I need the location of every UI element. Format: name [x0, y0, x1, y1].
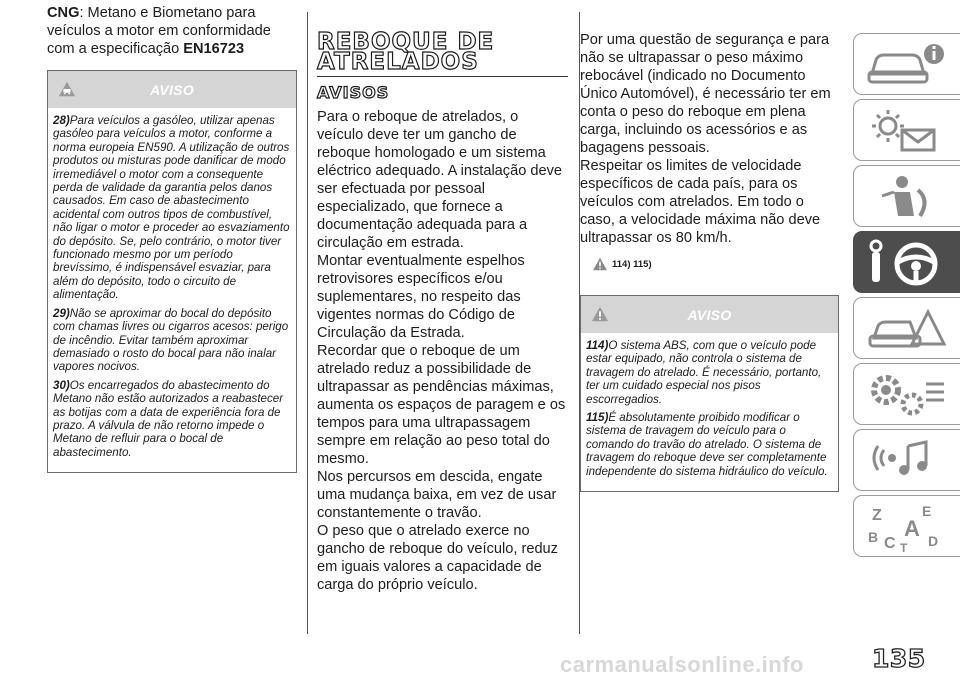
heading-rule	[317, 76, 568, 77]
paragraph: Montar eventualmente espelhos retrovisores específicos e/ou suplementares, no respeito das vigentes normas do Código de Circulação da Estrada.	[317, 253, 525, 341]
tab-maintenance[interactable]	[853, 363, 960, 425]
warning-triangle-icon	[591, 305, 609, 323]
paragraph: Respeitar os limites de velocidade específicos de cada país, para os veículos com atrelados. Em todo o caso, a velocidade máxima não deve ultrapassar os 80 km/h.	[580, 158, 821, 246]
index-letters-icon	[864, 502, 949, 552]
tab-emergency[interactable]	[853, 297, 960, 359]
paragraph: Para o reboque de atrelados, o veículo deve ter um gancho de reboque homologado e um sistema eléctrico adequado. A instalação deve ser efectuada por pessoal especializado, que fornece a documentação adequada para a circulação em estrada.	[317, 109, 563, 251]
seat-safety-icon	[864, 172, 949, 222]
section-heading: REBOQUE DE ATRELADOS	[317, 29, 495, 75]
column-left	[47, 0, 297, 473]
cng-label: CNG	[47, 5, 80, 21]
column-divider	[307, 12, 308, 634]
index-letter: D	[928, 533, 939, 549]
tab-starting-driving[interactable]	[853, 231, 960, 293]
cng-spec: EN16723	[183, 41, 245, 57]
car-warning-icon	[58, 80, 76, 98]
warning-note: 115)É absolutamente proibido modificar o sistema de travagem do veículo para o comando do travão do atrelado. O sistema de travagem do reboque deve ser completamente independente do sistema hidráulico do veículo.	[586, 411, 828, 478]
column-right	[580, 31, 839, 492]
warning-note: 114)O sistema ABS, com que o veículo pode estar equipado, não controla o sistema de travagem do atrelado. É necessário, portanto, ter um cuidado especial nos pisos escorregadios.	[586, 339, 822, 406]
index-letter: B	[868, 529, 879, 545]
tab-car-info[interactable]	[853, 33, 960, 95]
page-number: 135	[872, 644, 926, 673]
column-middle	[317, 29, 568, 594]
maintenance-gears-icon	[864, 370, 949, 420]
warning-triangle-icon	[592, 257, 608, 271]
section-subheading: AVISOS	[317, 83, 390, 102]
warning-header	[581, 296, 838, 333]
index-letter: E	[922, 503, 932, 519]
tab-index[interactable]	[853, 495, 960, 557]
cng-text: : Metano e Biometano para veículos a motor em conformidade com a especificação	[47, 5, 271, 57]
index-letter: A	[904, 516, 920, 541]
warning-header	[48, 71, 296, 108]
index-letter: Z	[872, 507, 882, 524]
paragraph: Recordar que o reboque de um atrelado reduz a possibilidade de ultrapassar as pendências máximas, aumenta os espaços de paragem e os tempos para uma ultrapassagem sempre em relação ao peso total do mesmo.	[317, 343, 566, 467]
warning-title: AVISO	[687, 306, 732, 323]
warning-box-trailer	[580, 295, 839, 492]
warning-box-fuel	[47, 70, 297, 473]
multimedia-icon	[864, 436, 949, 486]
key-steering-wheel-icon	[864, 238, 949, 288]
warning-notes	[581, 333, 838, 491]
tab-multimedia[interactable]	[853, 429, 960, 491]
paragraph: O peso que o atrelado exerce no gancho de reboque do veículo, reduz em iguais valores a capacidade de carga do próprio veículo.	[317, 523, 558, 593]
paragraph: Nos percursos em descida, engate uma mudança baixa, em vez de usar constantemente o travão.	[317, 469, 557, 521]
warning-lights-icon	[864, 106, 949, 156]
warning-title: AVISO	[149, 81, 195, 98]
emergency-triangle-icon	[864, 304, 949, 354]
tab-warning-lights[interactable]	[853, 99, 960, 161]
tab-safety[interactable]	[853, 165, 960, 227]
watermark: carmanualsonline.info	[560, 652, 804, 677]
warning-note: 28)Para veículos a gasóleo, utilizar apenas gasóleo para veículos a motor, conforme a norma europeia EN590. A utilização de outros produtos ou misturas pode danificar de modo irremediável o motor com a consequente perda de validade da garantia pelos danos causados. Em caso de abastecimento acidental com outros tipos de combustível, não ligar o motor e proceder ao esvaziamento do depósito. Se, pelo contrário, o motor tiver funcionado mesmo por um período brevíssimo, é indispensável esvaziar, para além do depósito, todo o circuito de alimentação.	[53, 114, 290, 302]
car-info-icon	[864, 40, 949, 90]
index-letter: T	[900, 541, 908, 552]
warning-references: 114) 115)	[592, 257, 839, 271]
paragraph: Por uma questão de segurança e para não se ultrapassar o peso máximo rebocável (indicado no Documento Único Automóvel), é necessário ter em conta o peso do reboque em plena carga, incluindo os acessórios e as bagagens pessoais.	[580, 32, 831, 156]
warning-notes	[48, 108, 296, 472]
warning-note: 29)Não se aproximar do bocal do depósito com chamas livres ou cigarros acesos: perigo de incêndio. Evitar também aproximar demasiado o rosto do bocal para não inalar vapores nocivos.	[53, 306, 289, 374]
warning-note: 30)Os encarregados do abastecimento do Metano não estão autorizados a reabastecer as botijas com a data de experiência fora de prazo. A válvula de não retorno impede o Metano de refluir para o bocal de abastecimento.	[53, 378, 284, 459]
cng-definition	[47, 4, 297, 58]
index-letter: C	[884, 535, 896, 552]
